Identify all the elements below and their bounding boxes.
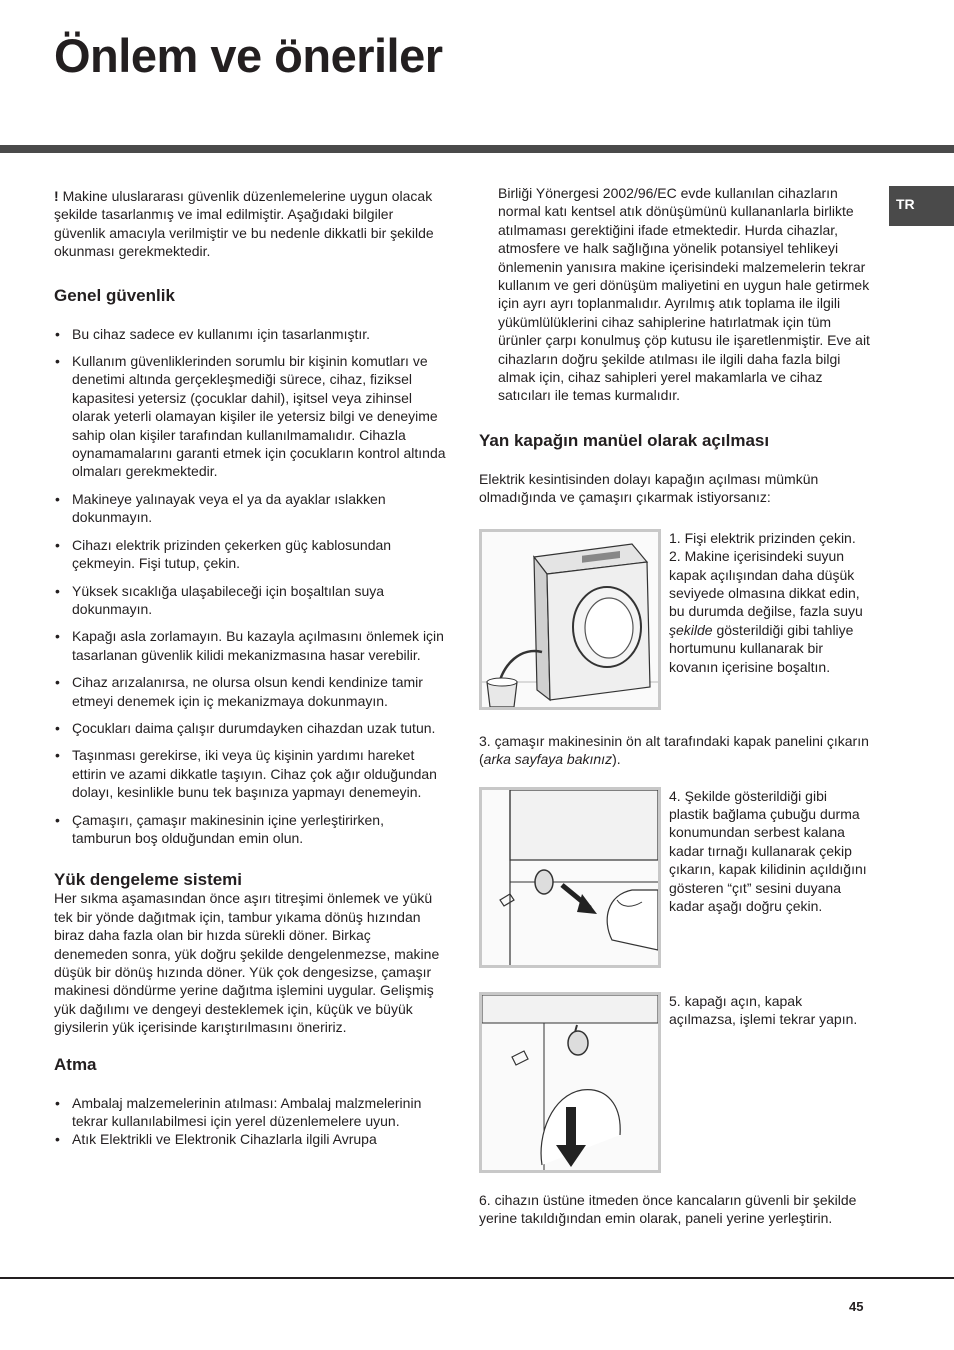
load-balance-text: Her sıkma aşamasından önce aşırı titreşimi önlemek ve yükü tek bir yönde dağıtmak için, tambur yıkama dönüş hızından biraz daha fazla olan bir hızda sürekli döner. Birkaç denemeden sonra, yük doğru şekilde dengelenmezse, makine düşük bir dönüş hızında döner. Yük çok dengesizse, çamaşır makinesi döndürme yerine dağıtma işlemini uygular. Gelişmiş yük dağılımı ve dengeyi desteklemek için, küçük ve büyük giysilerin yük içerisinde karıştırılmasını öneririz.: [54, 890, 440, 1036]
header-divider: [0, 145, 954, 153]
manual-door-heading: Yan kapağın manüel olarak açılması: [479, 430, 770, 450]
right-column: [479, 184, 874, 1227]
footer-divider: [0, 1277, 954, 1279]
pull-down-illustration: [479, 992, 661, 1173]
warning-mark: !: [54, 188, 59, 204]
page-title: Önlem ve öneriler: [54, 29, 443, 82]
latch-pull-illustration: [479, 787, 661, 968]
step-5-text-block: [669, 992, 869, 1029]
step-4-row: [479, 787, 874, 968]
intro-text: Makine uluslararası güvenlik düzenlemelerine uygun olacak şekilde tasarlanmış ve imal edilmiştir. Aşağıdaki bilgiler güvenlik amacıyla verilmiştir ve bu nedenle dikkatli bir şekilde okunması gerekmektedir.: [54, 188, 434, 260]
general-safety-heading: Genel güvenlik: [54, 285, 175, 305]
list-item: • Cihaz arızalanırsa, ne olursa olsun kendi kendinize tamir etmeyi denemek için iç mekanizmaya dokunmayın.: [54, 673, 446, 710]
list-item: • Ambalaj malzemelerinin atılması: Ambalaj malzmelerinin tekrar kullanılabilmesi için yerel düzenlemelere uyun.: [54, 1094, 446, 1131]
weee-paragraph: Birliği Yönergesi 2002/96/EC evde kullanılan cihazların normal katı kentsel atık dönüşümünü kullananlarla birlikte atılmaması gerektiğini ifade etmektedir. Hurda cihazlar, atmosfere ve halk sağlığına yönelik potansiyel tehlikeyi önlemenin yanısıra makine içerisindeki malzemelerin tekrar kullanım ve geri dönüşüm maliyetini en uygun hale getirmek için ayrı ayrı toplanmalıdır. Ayrılmış atık toplama ile ilgili yükümlülüklerini cihaz sahiplerine hatırlatmak için tüm ürünler çarpı konulmuş çöp kutusu ile işaretlenmiştir. Eve ait cihazların doğru şekilde atılması ile ilgili daha fazla bilgi almak için, cihaz sahipleri yerel makamlarla ve cihaz satıcıları ile temas kurmalıdır.: [498, 185, 870, 404]
general-safety-list: [54, 325, 446, 848]
step-6-text: 6. cihazın üstüne itmeden önce kancaların güvenli bir şekilde yerine takıldığından emin olarak, paneli yerine yerleştirin.: [479, 1191, 857, 1226]
list-item: • Çocukları daima çalışır durumdayken cihazdan uzak tutun.: [54, 719, 446, 737]
step-1-2-text: [669, 529, 869, 676]
load-balance-heading: Yük dengeleme sistemi: [54, 870, 243, 890]
language-tab: TR: [889, 186, 954, 226]
step-1-2-row: [479, 529, 874, 710]
step-5-text: 5. kapağı açın, kapak açılmazsa, işlemi tekrar yapın.: [669, 992, 858, 1027]
intro-paragraph: [54, 187, 446, 261]
left-column: [54, 187, 446, 1149]
list-item: • Yüksek sıcaklığa ulaşabileceği için boşaltılan suya dokunmayın.: [54, 582, 446, 619]
list-item: • Taşınması gerekirse, iki veya üç kişinin yardımı hareket ettirin ve azami dikkatle taşıyın. Cihaz çok ağır olduğundan dolayı, kesinlikle bunu tek başınıza yapmayı denemeyin.: [54, 746, 446, 801]
step-3-text: 3. çamaşır makinesinin ön alt tarafındaki kapak panelini çıkarın (arka sayfaya bakınız).: [479, 732, 869, 768]
step-4-text-block: [669, 787, 869, 916]
list-item: • Kullanım güvenliklerinden sorumlu bir kişinin komutları ve denetimi altında gerçekleşmediği sürece, cihaz, fiziksel kapasitesi yetersiz (çocuklar dahil), işitsel veya zihinsel olarak yeterli olamayan kişiler ile yetersiz bilgi ve deneyime sahip olan kişiler tarafından kullanılmamalıdır. Cihazla oynamamalarını garanti etmek için çocukların kontrol altında olmaları gerekmektedir.: [54, 352, 446, 481]
list-item: • Atık Elektrikli ve Elektronik Cihazlarla ilgili Avrupa: [54, 1130, 446, 1148]
list-item: • Cihazı elektrik prizinden çekerken güç kablosundan çekmeyin. Fişi tutup, çekin.: [54, 536, 446, 573]
page-number: 45: [849, 1299, 864, 1314]
disposal-list: [54, 1094, 446, 1149]
drain-hose-illustration: [479, 529, 661, 710]
manual-door-intro: Elektrik kesintisinden dolayı kapağın açılması mümkün olmadığında ve çamaşırı çıkarmak istiyorsanız:: [479, 470, 819, 506]
list-item: • Çamaşırı, çamaşır makinesinin içine yerleştirirken, tamburun boş olduğundan emin olun.: [54, 811, 446, 848]
step-5-row: [479, 992, 874, 1173]
disposal-heading: Atma: [54, 1054, 97, 1074]
list-item: • Bu cihaz sadece ev kullanımı için tasarlanmıştır.: [54, 325, 446, 343]
list-item: • Makineye yalınayak veya el ya da ayaklar ıslakken dokunmayın.: [54, 490, 446, 527]
list-item: • Kapağı asla zorlamayın. Bu kazayla açılmasını önlemek için tasarlanan güvenlik kilidi mekanizmasına hasar verebilir.: [54, 627, 446, 664]
step-4-text: 4. Şekilde gösterildiği gibi plastik bağlama çubuğu durma konumundan serbest kalana kadar tırnağı kullanarak çekip çıkarın, kapak kilidinin açıldığını gösteren “çıt” sesini duyana kadar aşağı doğru çekin.: [669, 787, 867, 914]
step-1-text: 1. Fişi elektrik prizinden çekin.: [669, 529, 856, 546]
step-2-text: 2. Makine içerisindeki suyun kapak açılışından daha düşük seviyede olmasına dikkat edin, bu durumda değilse, fazla suyu şekilde gösterildiği gibi tahliye hortumunu kullanarak bir kovanın içerisine boşaltın.: [669, 548, 863, 675]
